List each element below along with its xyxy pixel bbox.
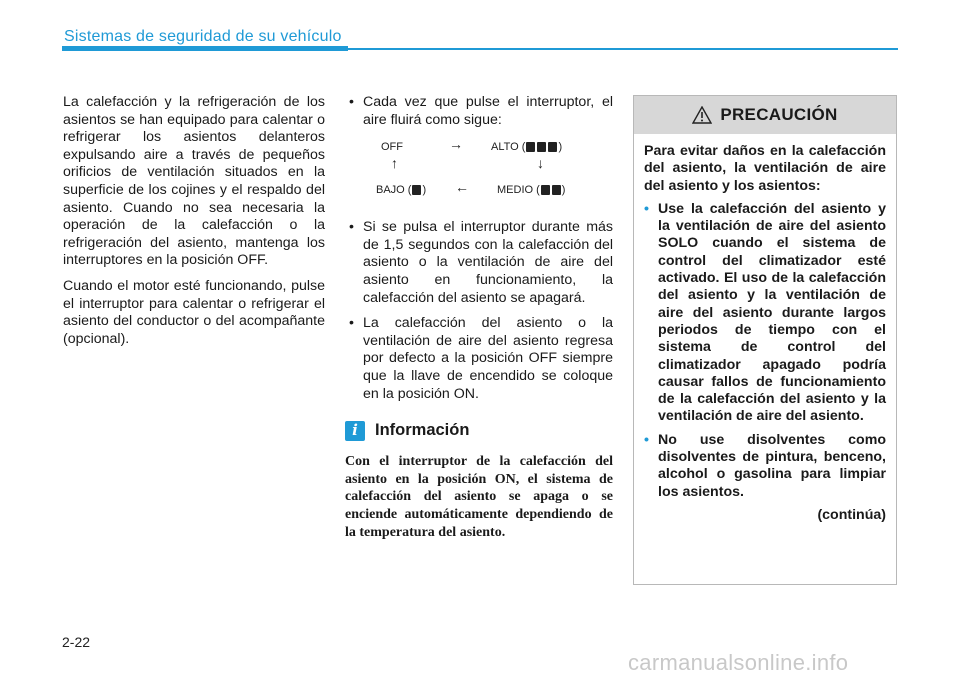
arrow-down-icon: ↓ [537, 155, 544, 172]
section-title: Sistemas de seguridad de su vehículo [64, 28, 342, 45]
middle-column [345, 94, 613, 541]
info-header [345, 421, 613, 441]
warning-triangle-icon [692, 106, 712, 124]
arrow-up-icon: ↑ [391, 155, 398, 172]
page-number: 2-22 [62, 634, 91, 650]
info-title: Información [375, 421, 470, 440]
caution-title: PRECAUCIÓN [720, 105, 838, 124]
arrow-left-icon: ← [455, 179, 469, 196]
caution-header [634, 96, 896, 134]
caution-box [633, 95, 897, 585]
continues-label: (continúa) [817, 506, 886, 523]
arrow-right-icon: → [449, 136, 463, 153]
caution-body [634, 134, 896, 524]
header-rule-thin [348, 48, 898, 50]
label-medio-close: ) [561, 184, 566, 197]
caution-bullet-climate: • Use la calefacción del asiento y la ventilación de aire del asiento SOLO cuando el sistema de control del climatizador esté activado. El uso de la calefacción del asiento y la ventilación de aire del asiento durante largos periodos de tiempo con el sistema de control del climatizador apagado podría causar fallos de funcionamiento de la calefacción del asiento y la ventilación de aire del asiento. [644, 201, 886, 426]
info-icon: i [345, 421, 365, 441]
bullet-long-press: • Si se pulsa el interruptor durante más de 1,5 segundos con la calefacción del asiento o la ventilación de aire del asiento en funcionamiento, la calefacción del asiento se apagará. [345, 219, 613, 307]
paragraph-engine: Cuando el motor esté funcionando, pulse el interruptor para calentar o refrigerar el asiento del conductor o del acompañante (opcional). [63, 277, 325, 347]
label-bajo-close: ) [422, 184, 427, 197]
paragraph-intro: La calefacción y la refrigeración de los asientos se han equipado para calentar o refrigerar los asientos delanteros expulsando aire a través de pequeños orificios de ventilación situados en la superficie de los cojines y el respaldo del asiento. Cuando no sea necesaria la operación de la calefacción o la refrigeración del asiento, mantenga los interruptores en la posición OFF. [63, 94, 325, 269]
header-rule-thick [62, 46, 348, 51]
label-off: OFF [381, 141, 403, 154]
caution-intro: Para evitar daños en la calefacción del asiento, la ventilación de aire del asiento y los asientos: [644, 143, 886, 194]
switch-cycle-diagram [345, 137, 613, 209]
seat-level-icons [540, 184, 562, 196]
label-medio [497, 182, 565, 200]
label-alto-text: ALTO ( [491, 141, 526, 154]
bullet-default-off: • La calefacción del asiento o la ventilación de aire del asiento regresa por defecto a la posición OFF siempre que la llave de encendido se coloque en la posición ON. [345, 315, 613, 403]
left-column [63, 94, 325, 356]
label-bajo-text: BAJO ( [376, 184, 412, 197]
seat-level-icon [411, 184, 422, 196]
bullet-airflow: • Cada vez que pulse el interruptor, el aire fluirá como sigue: [345, 94, 613, 129]
watermark: carmanualsonline.info [628, 650, 849, 675]
label-alto [491, 139, 562, 157]
info-text: Con el interruptor de la calefacción del asiento en la posición ON, el sistema de calefacción del asiento se apaga o se enciende automáticamente dependiendo de la temperatura del asiento. [345, 454, 613, 540]
label-medio-text: MEDIO ( [497, 184, 540, 197]
seat-level-icons [525, 141, 558, 153]
label-bajo [376, 182, 426, 200]
label-alto-close: ) [558, 141, 563, 154]
caution-bullet-solvents: • No use disolventes como disolventes de pintura, benceno, alcohol o gasolina para limpiar los asientos. [644, 432, 886, 501]
